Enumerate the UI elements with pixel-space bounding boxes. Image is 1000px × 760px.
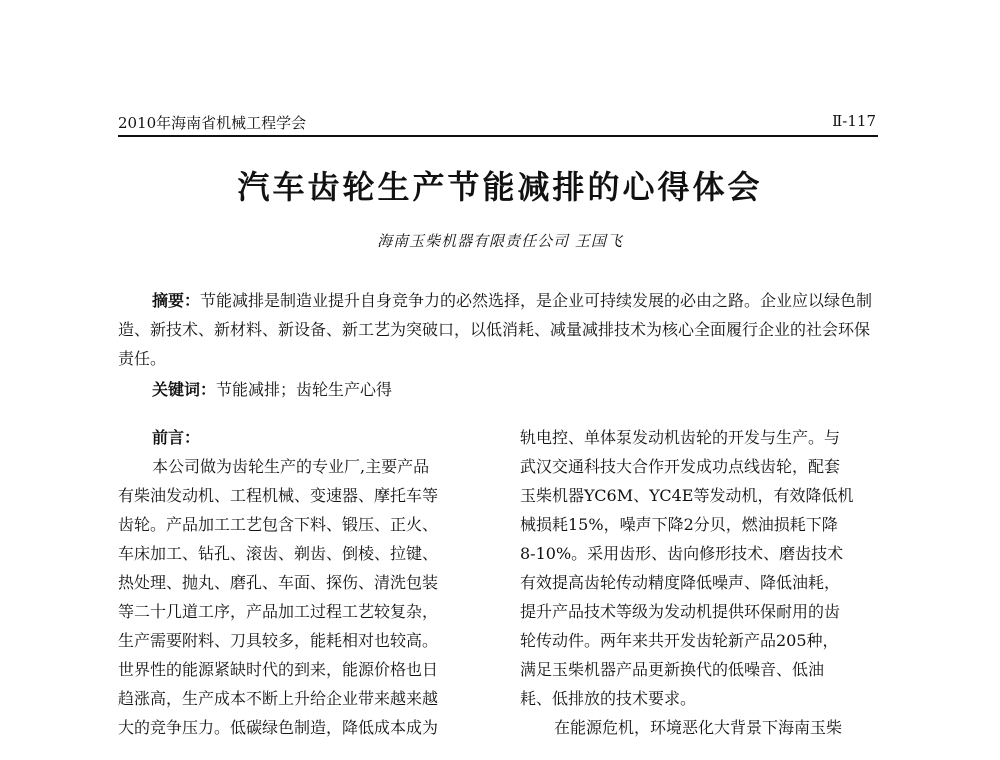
left-line-3: 齿轮。产品加工工艺包含下料、锻压、正火、 bbox=[118, 515, 439, 534]
right-line-11: 在能源危机，环境恶化大背景下海南玉柴 bbox=[554, 718, 843, 737]
left-line-4: 车床加工、钻孔、滚齿、剃齿、倒棱、拉键、 bbox=[118, 544, 439, 563]
left-line-1: 本公司做为齿轮生产的专业厂,主要产品 bbox=[152, 457, 430, 476]
right-line-1: 轨电控、单体泵发动机齿轮的开发与生产。与 bbox=[520, 428, 841, 447]
left-line-7: 生产需要附料、刀具较多，能耗相对也较高。 bbox=[118, 631, 439, 650]
keywords-label: 关键词： bbox=[152, 380, 217, 399]
author-byline: 海南玉柴机器有限责任公司 王国飞 bbox=[377, 232, 623, 250]
abstract bbox=[118, 286, 878, 373]
right-line-9: 满足玉柴机器产品更新换代的低噪音、低油 bbox=[520, 660, 825, 679]
right-line-6: 有效提高齿轮传动精度降低噪声、降低油耗， bbox=[520, 573, 841, 592]
right-line-2: 武汉交通科技大合作开发成功点线齿轮，配套 bbox=[520, 457, 841, 476]
abstract-text: 节能减排是制造业提升自身竞争力的必然选择，是企业可持续发展的必由之路。企业应以绿色制造、新技术、新材料、新设备、新工艺为突破口，以低消耗、减量减排技术为核心全面履行企业的社会环保责任。 bbox=[118, 291, 873, 368]
right-line-7: 提升产品技术等级为发动机提供环保耐用的齿 bbox=[520, 602, 841, 621]
abstract-label: 摘要： bbox=[152, 291, 201, 310]
right-line-5: 8-10%。采用齿形、齿向修形技术、磨齿技术 bbox=[520, 544, 844, 563]
right-line-3: 玉柴机器YC6M、YC4E等发动机，有效降低机 bbox=[520, 486, 854, 505]
page-number: Ⅱ-117 bbox=[832, 112, 876, 130]
left-line-9: 趋涨高，生产成本不断上升给企业带来越来越 bbox=[118, 689, 439, 708]
running-header-left: 2010年海南省机械工程学会 bbox=[118, 114, 307, 132]
right-line-4: 械损耗15%，噪声下降2分贝，燃油损耗下降 bbox=[520, 515, 838, 534]
right-line-10: 耗、低排放的技术要求。 bbox=[520, 689, 697, 708]
header-rule bbox=[118, 135, 878, 137]
left-line-10: 大的竞争压力。低碳绿色制造，降低成本成为 bbox=[118, 718, 439, 737]
keywords-text: 节能减排；齿轮生产心得 bbox=[216, 380, 393, 399]
left-column bbox=[118, 423, 480, 742]
section-heading: 前言： bbox=[152, 428, 201, 447]
article-title: 汽车齿轮生产节能减排的心得体会 bbox=[237, 168, 763, 206]
left-line-8: 世界性的能源紧缺时代的到来，能源价格也日 bbox=[118, 660, 439, 679]
right-column bbox=[520, 423, 882, 742]
left-line-2: 有柴油发动机、工程机械、变速器、摩托车等 bbox=[118, 486, 439, 505]
keywords bbox=[152, 375, 392, 404]
left-line-6: 等二十几道工序，产品加工过程工艺较复杂， bbox=[118, 602, 439, 621]
right-line-8: 轮传动件。两年来共开发齿轮新产品205种， bbox=[520, 631, 839, 650]
left-line-5: 热处理、抛丸、磨孔、车面、探伤、清洗包装 bbox=[118, 573, 439, 592]
